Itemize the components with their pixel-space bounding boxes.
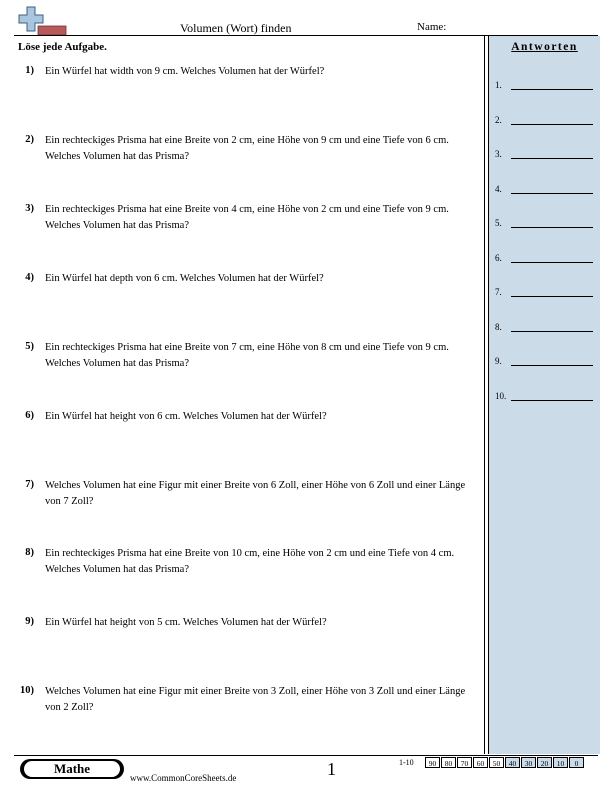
score-range-label: 1-10 bbox=[399, 758, 414, 767]
score-box: 30 bbox=[521, 757, 536, 768]
score-box: 80 bbox=[441, 757, 456, 768]
answer-label: 10. bbox=[495, 391, 507, 401]
name-label: Name: bbox=[417, 21, 447, 33]
answer-blank[interactable] bbox=[511, 193, 593, 194]
question-text: Welches Volumen hat eine Figur mit einer Breite von 3 Zoll, einer Höhe von 3 Zoll und einer Länge von 2 Zoll? bbox=[45, 686, 466, 713]
column-divider bbox=[488, 36, 489, 754]
instructions: Löse jede Aufgabe. bbox=[18, 41, 107, 53]
footer-rule bbox=[14, 755, 598, 756]
question-text: Ein Würfel hat depth von 6 cm. Welches Volumen hat der Würfel? bbox=[45, 273, 324, 284]
score-box: 0 bbox=[569, 757, 584, 768]
score-box: 40 bbox=[505, 757, 520, 768]
score-box: 20 bbox=[537, 757, 552, 768]
question-text: Ein Würfel hat height von 5 cm. Welches Volumen hat der Würfel? bbox=[45, 617, 327, 628]
question-text: Welches Volumen hat eine Figur mit einer Breite von 6 Zoll, einer Höhe von 6 Zoll und einer Länge von 7 Zoll? bbox=[45, 480, 466, 507]
score-box: 70 bbox=[457, 757, 472, 768]
question-text: Ein Würfel hat height von 6 cm. Welches Volumen hat der Würfel? bbox=[45, 411, 327, 422]
answer-label: 3. bbox=[495, 149, 502, 159]
answer-label: 4. bbox=[495, 184, 502, 194]
answer-blank[interactable] bbox=[511, 400, 593, 401]
answer-blank[interactable] bbox=[511, 296, 593, 297]
score-box: 60 bbox=[473, 757, 488, 768]
score-box: 50 bbox=[489, 757, 504, 768]
answer-label: 6. bbox=[495, 253, 502, 263]
answer-blank[interactable] bbox=[511, 158, 593, 159]
question-number: 1) bbox=[25, 65, 34, 76]
score-box: 10 bbox=[553, 757, 568, 768]
answers-title: Antworten bbox=[511, 41, 578, 53]
answer-blank[interactable] bbox=[511, 124, 593, 125]
answer-blank[interactable] bbox=[511, 89, 593, 90]
plus-logo-icon bbox=[18, 5, 68, 37]
column-divider bbox=[484, 36, 485, 754]
question-text: Ein rechteckiges Prisma hat eine Breite von 4 cm, eine Höhe von 2 cm und eine Tiefe von 9 cm. Welches Volumen hat das Prisma? bbox=[45, 204, 449, 231]
answer-blank[interactable] bbox=[511, 227, 593, 228]
subject-label: Mathe bbox=[24, 761, 120, 777]
question-number: 5) bbox=[25, 341, 34, 352]
question-number: 6) bbox=[25, 410, 34, 421]
question-number: 7) bbox=[25, 479, 34, 490]
question-number: 3) bbox=[25, 203, 34, 214]
question-text: Ein Würfel hat width von 9 cm. Welches Volumen hat der Würfel? bbox=[45, 66, 325, 77]
question-text: Ein rechteckiges Prisma hat eine Breite von 10 cm, eine Höhe von 2 cm und eine Tiefe von 4 cm. Welches Volumen hat das Prisma? bbox=[45, 548, 455, 575]
answer-blank[interactable] bbox=[511, 365, 593, 366]
website-url: www.CommonCoreSheets.de bbox=[130, 773, 237, 783]
answer-label: 7. bbox=[495, 287, 502, 297]
answer-blank[interactable] bbox=[511, 331, 593, 332]
answer-label: 2. bbox=[495, 115, 502, 125]
question-number: 10) bbox=[20, 685, 34, 696]
question-text: Ein rechteckiges Prisma hat eine Breite von 2 cm, eine Höhe von 9 cm und eine Tiefe von 6 cm. Welches Volumen hat das Prisma? bbox=[45, 135, 449, 162]
question-number: 8) bbox=[25, 547, 34, 558]
answer-label: 5. bbox=[495, 218, 502, 228]
answer-blank[interactable] bbox=[511, 262, 593, 263]
answer-label: 8. bbox=[495, 322, 502, 332]
question-number: 9) bbox=[25, 616, 34, 627]
question-number: 2) bbox=[25, 134, 34, 145]
worksheet-title: Volumen (Wort) finden bbox=[180, 21, 292, 35]
answer-label: 9. bbox=[495, 356, 502, 366]
page-number: 1 bbox=[327, 759, 336, 779]
question-text: Ein rechteckiges Prisma hat eine Breite von 7 cm, eine Höhe von 8 cm und eine Tiefe von 9 cm. Welches Volumen hat das Prisma? bbox=[45, 342, 449, 369]
score-box: 90 bbox=[425, 757, 440, 768]
question-number: 4) bbox=[25, 272, 34, 283]
answer-label: 1. bbox=[495, 80, 502, 90]
